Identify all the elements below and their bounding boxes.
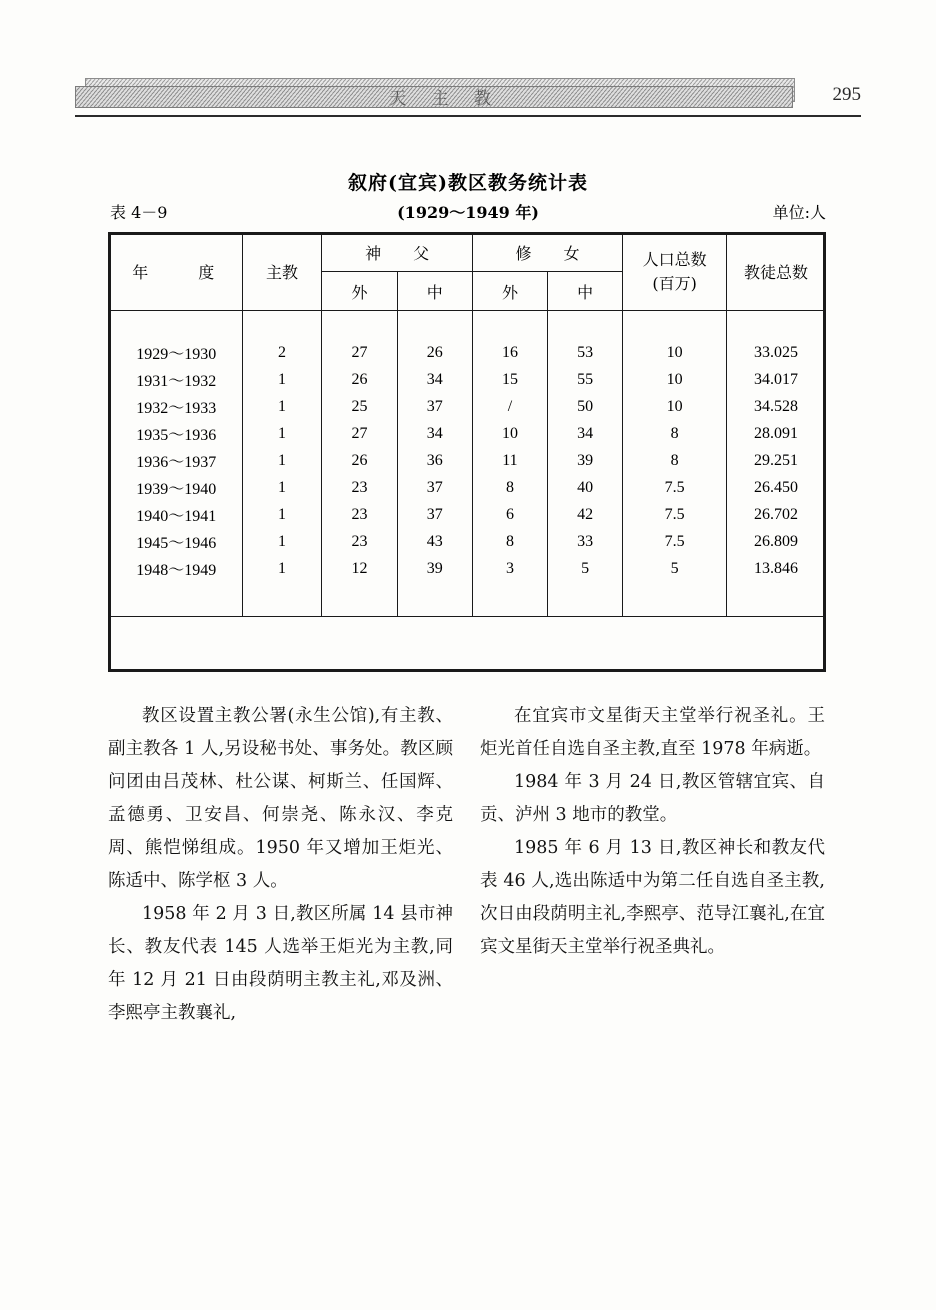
cell-believers: 34.017 bbox=[727, 366, 826, 393]
header-population-line1: 人口总数 bbox=[642, 250, 707, 270]
table-header bbox=[111, 233, 826, 311]
cell-population: 7.5 bbox=[623, 474, 727, 501]
table-title: 叙府(宜宾)教区教务统计表 bbox=[348, 172, 588, 194]
header-priest-chinese: 中 bbox=[397, 272, 472, 311]
cell-bishop: 1 bbox=[242, 366, 322, 393]
cell-believers: 26.702 bbox=[727, 501, 826, 528]
body-right-column bbox=[480, 700, 825, 964]
cell-nun-foreign: 11 bbox=[472, 447, 547, 474]
table-left-rule bbox=[108, 232, 111, 672]
table-top-rule bbox=[108, 232, 826, 235]
table-right-rule bbox=[823, 232, 826, 672]
cell-priest-chinese: 26 bbox=[397, 339, 472, 366]
header-priest: 神 父 bbox=[322, 233, 472, 272]
cell-nun-foreign: 15 bbox=[472, 366, 547, 393]
table-spacer-row-top bbox=[111, 311, 826, 340]
cell-year: 1940～1941 bbox=[111, 501, 243, 528]
cell-nun-chinese: 39 bbox=[548, 447, 623, 474]
spacer-cell bbox=[472, 582, 547, 617]
header-nun-chinese: 中 bbox=[548, 272, 623, 311]
cell-believers: 13.846 bbox=[727, 555, 826, 582]
cell-believers: 33.025 bbox=[727, 339, 826, 366]
paragraph: 1985 年 6 月 13 日,教区神长和教友代表 46 人,选出陈适中为第二任自选自圣主教,次日由段荫明主礼,李熙亭、范导江襄礼,在宜宾文星街天主堂举行祝圣典礼。 bbox=[480, 838, 825, 957]
cell-believers: 26.450 bbox=[727, 474, 826, 501]
table-subtitle-row bbox=[110, 200, 826, 222]
cell-nun-chinese: 40 bbox=[548, 474, 623, 501]
cell-population: 10 bbox=[623, 393, 727, 420]
cell-nun-foreign: 3 bbox=[472, 555, 547, 582]
cell-priest-chinese: 37 bbox=[397, 501, 472, 528]
cell-nun-foreign: 10 bbox=[472, 420, 547, 447]
cell-priest-foreign: 23 bbox=[322, 474, 397, 501]
cell-population: 8 bbox=[623, 420, 727, 447]
cell-priest-foreign: 23 bbox=[322, 501, 397, 528]
cell-believers: 34.528 bbox=[727, 393, 826, 420]
cell-nun-chinese: 34 bbox=[548, 420, 623, 447]
spacer-cell bbox=[472, 311, 547, 340]
spacer-cell bbox=[242, 311, 322, 340]
spacer-cell bbox=[727, 311, 826, 340]
table-bottom-rule bbox=[108, 669, 826, 672]
cell-nun-chinese: 55 bbox=[548, 366, 623, 393]
spacer-cell bbox=[623, 582, 727, 617]
cell-year: 1936～1937 bbox=[111, 447, 243, 474]
spacer-cell bbox=[111, 582, 243, 617]
spacer-cell bbox=[548, 582, 623, 617]
cell-nun-chinese: 5 bbox=[548, 555, 623, 582]
cell-nun-foreign: 16 bbox=[472, 339, 547, 366]
cell-nun-foreign: 8 bbox=[472, 474, 547, 501]
cell-priest-chinese: 34 bbox=[397, 366, 472, 393]
header-bishop: 主教 bbox=[242, 233, 322, 311]
table-period: (1929～1949 年) bbox=[397, 203, 539, 222]
cell-priest-foreign: 25 bbox=[322, 393, 397, 420]
cell-nun-chinese: 50 bbox=[548, 393, 623, 420]
header-year: 年 度 bbox=[111, 233, 243, 311]
cell-priest-chinese: 34 bbox=[397, 420, 472, 447]
cell-year: 1945～1946 bbox=[111, 528, 243, 555]
cell-year: 1929～1930 bbox=[111, 339, 243, 366]
cell-population: 7.5 bbox=[623, 528, 727, 555]
header-population bbox=[623, 233, 727, 311]
header-row-top bbox=[111, 233, 826, 272]
table-spacer-row-bottom bbox=[111, 582, 826, 617]
cell-population: 10 bbox=[623, 339, 727, 366]
cell-bishop: 1 bbox=[242, 393, 322, 420]
running-head-title: 天 主 教 bbox=[389, 89, 501, 109]
cell-population: 7.5 bbox=[623, 501, 727, 528]
cell-priest-foreign: 23 bbox=[322, 528, 397, 555]
cell-nun-foreign: 8 bbox=[472, 528, 547, 555]
cell-bishop: 1 bbox=[242, 447, 322, 474]
cell-population: 8 bbox=[623, 447, 727, 474]
cell-priest-chinese: 37 bbox=[397, 474, 472, 501]
spacer-cell bbox=[322, 311, 397, 340]
paragraph: 教区设置主教公署(永生公馆),有主教、副主教各 1 人,另设秘书处、事务处。教区顾问团由吕茂林、杜公谋、柯斯兰、任国辉、孟德勇、卫安昌、何崇尧、陈永汉、李克周、熊恺悌组成。1950 年又增加王炬光、陈适中、陈学枢 3 人。 bbox=[108, 706, 453, 891]
cell-nun-chinese: 33 bbox=[548, 528, 623, 555]
cell-priest-chinese: 39 bbox=[397, 555, 472, 582]
cell-believers: 28.091 bbox=[727, 420, 826, 447]
cell-priest-chinese: 37 bbox=[397, 393, 472, 420]
cell-bishop: 1 bbox=[242, 420, 322, 447]
table-unit: 单位:人 bbox=[772, 203, 826, 222]
paragraph: 1958 年 2 月 3 日,教区所属 14 县市神长、教友代表 145 人选举王炬光为主教,同年 12 月 21 日由段荫明主教主礼,邓及洲、李熙亭主教襄礼, bbox=[108, 904, 453, 1023]
cell-bishop: 1 bbox=[242, 528, 322, 555]
cell-bishop: 1 bbox=[242, 501, 322, 528]
header-nun-foreign: 外 bbox=[472, 272, 547, 311]
table-row bbox=[111, 528, 826, 555]
spacer-cell bbox=[727, 582, 826, 617]
cell-year: 1931～1932 bbox=[111, 366, 243, 393]
spacer-cell bbox=[242, 582, 322, 617]
table-number: 表 4－9 bbox=[110, 203, 168, 222]
header-nun: 修 女 bbox=[472, 233, 622, 272]
table-row bbox=[111, 393, 826, 420]
cell-priest-foreign: 26 bbox=[322, 366, 397, 393]
cell-priest-foreign: 26 bbox=[322, 447, 397, 474]
cell-priest-foreign: 12 bbox=[322, 555, 397, 582]
running-head bbox=[75, 78, 861, 112]
paragraph: 1984 年 3 月 24 日,教区管辖宜宾、自贡、泸州 3 地市的教堂。 bbox=[480, 772, 825, 825]
cell-bishop: 1 bbox=[242, 474, 322, 501]
table-row bbox=[111, 474, 826, 501]
cell-priest-chinese: 43 bbox=[397, 528, 472, 555]
table-row bbox=[111, 555, 826, 582]
cell-year: 1948～1949 bbox=[111, 555, 243, 582]
table-body bbox=[111, 311, 826, 617]
cell-nun-chinese: 42 bbox=[548, 501, 623, 528]
cell-priest-foreign: 27 bbox=[322, 420, 397, 447]
cell-priest-chinese: 36 bbox=[397, 447, 472, 474]
header-population-line2: (百万) bbox=[652, 273, 697, 293]
cell-bishop: 1 bbox=[242, 555, 322, 582]
header-priest-foreign: 外 bbox=[322, 272, 397, 311]
statistics-table bbox=[110, 232, 826, 617]
table-row bbox=[111, 447, 826, 474]
cell-population: 5 bbox=[623, 555, 727, 582]
spacer-cell bbox=[111, 311, 243, 340]
cell-believers: 29.251 bbox=[727, 447, 826, 474]
cell-nun-chinese: 53 bbox=[548, 339, 623, 366]
paragraph: 在宜宾市文星街天主堂举行祝圣礼。王炬光首任自选自圣主教,直至 1978 年病逝。 bbox=[480, 706, 825, 759]
spacer-cell bbox=[397, 582, 472, 617]
cell-year: 1935～1936 bbox=[111, 420, 243, 447]
spacer-cell bbox=[548, 311, 623, 340]
cell-year: 1932～1933 bbox=[111, 393, 243, 420]
cell-priest-foreign: 27 bbox=[322, 339, 397, 366]
cell-nun-foreign: 6 bbox=[472, 501, 547, 528]
cell-nun-foreign: / bbox=[472, 393, 547, 420]
table-row bbox=[111, 339, 826, 366]
cell-believers: 26.809 bbox=[727, 528, 826, 555]
cell-bishop: 2 bbox=[242, 339, 322, 366]
cell-population: 10 bbox=[623, 366, 727, 393]
header-rule bbox=[75, 115, 861, 117]
table-row bbox=[111, 501, 826, 528]
table-row bbox=[111, 366, 826, 393]
page-number: 295 bbox=[832, 84, 861, 105]
body-left-column bbox=[108, 700, 453, 1030]
spacer-cell bbox=[397, 311, 472, 340]
cell-year: 1939～1940 bbox=[111, 474, 243, 501]
spacer-cell bbox=[322, 582, 397, 617]
table-row bbox=[111, 420, 826, 447]
header-believers: 教徒总数 bbox=[727, 233, 826, 311]
spacer-cell bbox=[623, 311, 727, 340]
